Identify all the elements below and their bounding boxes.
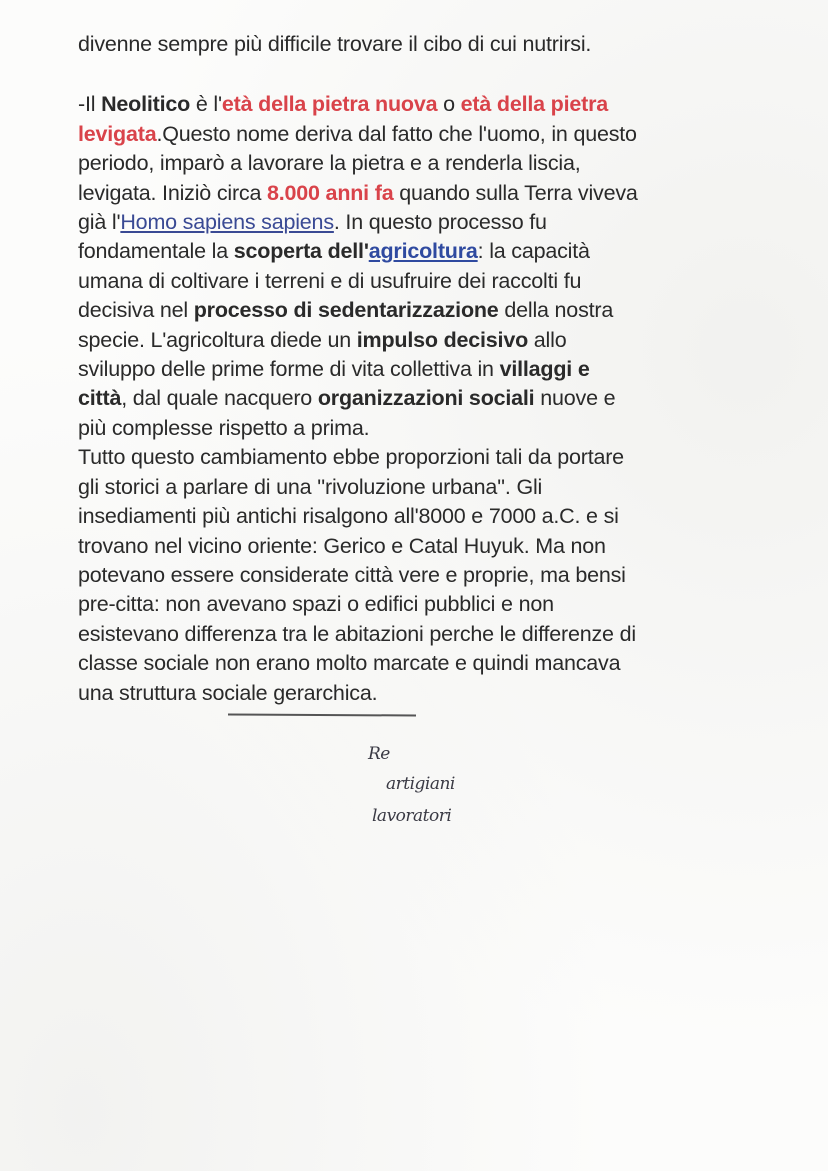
text-line: insediamenti più antichi risalgono all'8000 e 7000 a.C. e si [78,504,619,529]
text: : la capacità [477,239,590,264]
handwritten-note-re: Re [368,744,390,764]
text: levigata. Iniziò circa [78,180,267,205]
text-line: umana di coltivare i terreni e di usufruire dei raccolti fu [78,268,582,293]
highlight-eta-pietra-levigata-1: età della pietra [460,92,609,117]
highlight-eta-pietra-levigata-2: levigata [78,121,157,146]
handwritten-note-artigiani: artigiani [386,774,455,794]
text: specie. L'agricoltura diede un [78,327,357,352]
text: -Il [78,92,102,117]
paragraph-rivoluzione-urbana [78,443,778,708]
text: .Questo nome deriva dal fatto che l'uomo, in questo [156,121,637,146]
highlight-eta-pietra-nuova: età della pietra nuova [221,92,438,117]
text: è l' [190,92,222,117]
term-sedentarizzazione: processo di sedentarizzazione [193,298,499,323]
text: fondamentale la [78,239,234,264]
term-villaggi: villaggi e [499,357,590,382]
text: una struttura [78,680,202,705]
text-line: periodo, imparò a lavorare la pietra e a renderla liscia, [78,151,581,176]
link-agricoltura[interactable]: agricoltura [368,239,478,264]
pen-underline [228,714,416,717]
text: decisiva nel [78,298,194,323]
text: , dal quale nacquero [121,386,318,411]
text: della nostra [498,298,614,323]
term-scoperta: scoperta dell' [233,239,369,264]
text-line: potevano essere considerate città vere e proprie, ma bensi [78,562,626,587]
text: . In questo processo fu [333,210,547,235]
text-line: gli storici a parlare di una ''rivoluzione urbana''. Gli [78,474,543,499]
term-organizzazioni-sociali: organizzazioni sociali [317,386,535,411]
handwritten-note-lavoratori: lavoratori [372,806,452,826]
text: quando sulla Terra viveva [393,180,638,205]
handwritten-underlined-phrase: sociale gerarchica. [201,680,378,705]
text: o [437,92,461,117]
text-line: classe sociale non erano molto marcate e quindi mancava [78,651,621,676]
text-line: pre-citta: non avevano spazi o edifici pubblici e non [78,592,554,617]
link-homo-sapiens[interactable]: Homo sapiens sapiens [120,210,334,235]
paragraph-gap [78,59,778,90]
paragraph-neolitico [78,90,778,443]
text: nuove e [534,386,616,411]
text: sviluppo delle prime forme di vita collettiva in [78,357,500,382]
text-line: trovano nel vicino oriente: Gerico e Catal Huyuk. Ma non [78,533,606,558]
text: allo [528,327,567,352]
text-line: Tutto questo cambiamento ebbe proporzioni tali da portare [78,445,624,470]
term-citta: città [78,386,122,411]
text-line: esistevano differenza tra le abitazioni perche le differenze di [78,621,636,646]
intro-line: divenne sempre più difficile trovare il cibo di cui nutrirsi. [78,32,592,56]
document-body [78,30,778,708]
text-line: più complesse rispetto a prima. [78,415,370,440]
text: già l' [78,210,121,235]
term-impulso-decisivo: impulso decisivo [356,327,529,352]
term-neolitico: Neolitico [101,92,191,117]
highlight-8000-anni-fa: 8.000 anni fa [266,180,394,205]
